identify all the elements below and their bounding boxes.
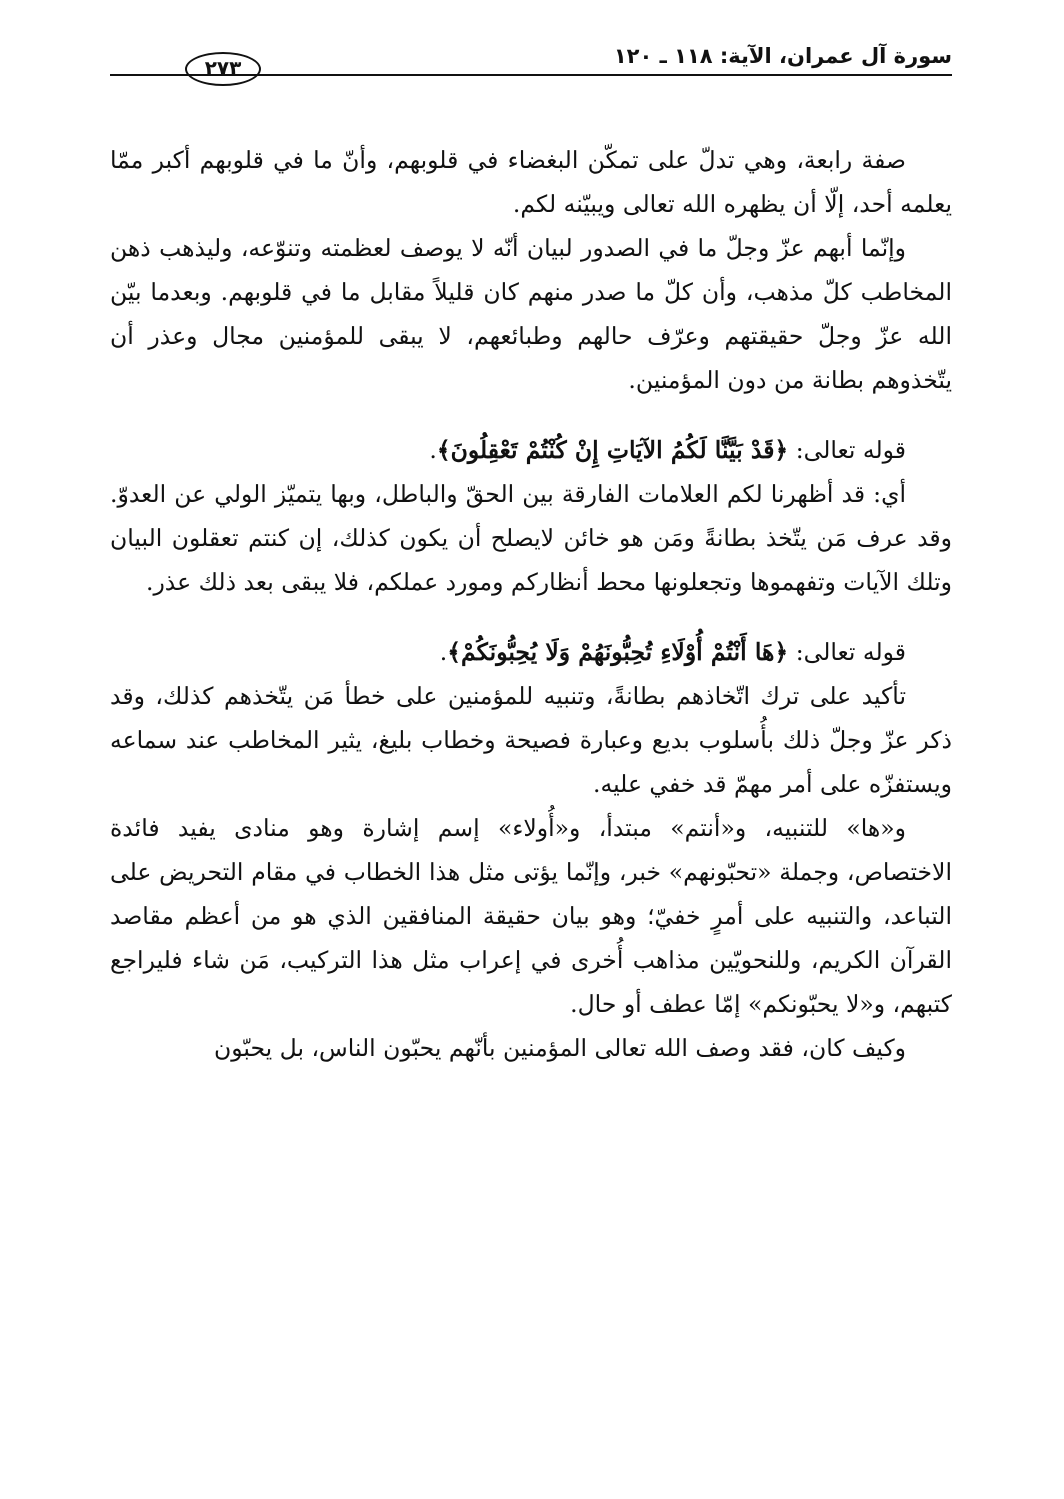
paragraph-2: وإنّما أبهم عزّ وجلّ ما في الصدور لبيان أنّه لا يوصف لعظمته وتنوّعه، وليذهب ذهن المخاطب كلّ مذهب، وأن كلّ ما صدر منهم كان قليلاً مقابل ما في قلوبهم. وبعدما بيّن الله عزّ وجلّ حقيقتهم وعرّف حالهم وطبائعهم، لا يبقى للمؤمنين مجال وعذر أن يتّخذوهم بطانة من دون المؤمنين. xyxy=(110,234,952,394)
verse-heading-2 xyxy=(110,630,952,674)
paragraph-3: أي: قد أظهرنا لكم العلامات الفارقة بين الحقّ والباطل، وبها يتميّز الولي عن العدوّ. وقد عرف مَن يتّخذ بطانةً ومَن هو خائن لايصلح أن يكون كذلك، إن كنتم تعقلون البيان وتلك الآيات وتفهموها وتجعلونها محط أنظاركم ومورد عملكم، فلا يبقى بعد ذلك عذر. xyxy=(110,480,952,596)
paragraph-4: تأكيد على ترك اتّخاذهم بطانةً، وتنبيه للمؤمنين على خطأ مَن يتّخذهم كذلك، وقد ذكر عزّ وجلّ ذلك بأُسلوب بديع وعبارة فصيحة وخطاب بليغ، يثير المخاطب عند سماعه ويستفزّه على أمر مهمّ قد خفي عليه. xyxy=(110,682,952,798)
header-rule xyxy=(110,74,952,76)
body-text xyxy=(110,138,952,1070)
quran-verse: ﴿قَدْ بَيَّنَّا لَكُمُ الآيَاتِ إِنْ كُنْتُمْ تَعْقِلُونَ﴾ xyxy=(436,436,789,464)
paragraph-6: وكيف كان، فقد وصف الله تعالى المؤمنين بأنّهم يحبّون الناس، بل يحبّون xyxy=(214,1034,906,1062)
verse-heading-1 xyxy=(110,428,952,472)
quran-verse: ﴿هَا أَنْتُمْ أُوْلَاءِ تُحِبُّونَهُمْ وَلَا يُحِبُّونَكُمْ﴾ xyxy=(447,638,789,666)
page-header xyxy=(110,40,952,80)
paragraph-1: صفة رابعة، وهي تدلّ على تمكّن البغضاء في قلوبهم، وأنّ ما في قلوبهم أكبر ممّا يعلمه أحد، إلّا أن يظهره الله تعالى ويبيّنه لكم. xyxy=(110,146,952,218)
verse-end: . xyxy=(429,436,437,464)
verse-intro: قوله تعالى: xyxy=(795,436,906,464)
paragraph-5: و«ها» للتنبيه، و«أنتم» مبتدأ، و«أُولاء» إسم إشارة وهو منادى يفيد فائدة الاختصاص، وجملة «تحبّونهم» خبر، وإنّما يؤتى مثل هذا الخطاب في مقام التحريض على التباعد، والتنبيه على أمرٍ خفيّ؛ وهو بيان حقيقة المنافقين الذي هو من أعظم مقاصد القرآن الكريم، وللنحويّين مذاهب أُخرى في إعراب مثل هذا التركيب، مَن شاء فليراجع كتبهم، و«لا يحبّونكم» إمّا عطف أو حال. xyxy=(110,814,952,1018)
running-title: سورة آل عمران، الآية: ١١٨ ـ ١٢٠ xyxy=(613,44,952,68)
verse-end: . xyxy=(439,638,448,666)
verse-intro: قوله تعالى: xyxy=(795,638,906,666)
page-number: ٢٧٣ xyxy=(185,52,261,86)
